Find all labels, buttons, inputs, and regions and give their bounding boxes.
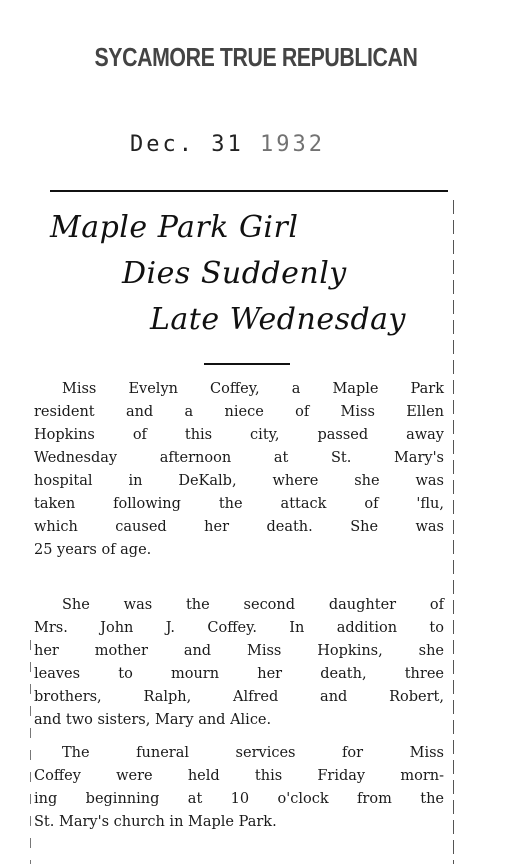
paragraph-line: resident and a niece of Miss Ellen <box>34 404 444 420</box>
paragraph-line: Hopkins of this city, passed away <box>34 427 444 443</box>
paragraph-1 <box>34 378 444 562</box>
headline-line-1: Maple Park Girl <box>50 210 299 245</box>
newspaper-clipping <box>30 190 454 864</box>
paragraph-3 <box>34 742 444 834</box>
paragraph-line: She was the second daughter of <box>62 597 444 613</box>
paragraph-line: Wednesday afternoon at St. Mary's <box>34 450 444 466</box>
paragraph-line: and two sisters, Mary and Alice. <box>34 712 272 728</box>
paragraph-2 <box>34 594 444 732</box>
paragraph-line: which caused her death. She was <box>34 519 444 535</box>
paragraph-line: Mrs. John J. Coffey. In addition to <box>34 620 444 636</box>
paragraph-line: Miss Evelyn Coffey, a Maple Park <box>62 381 444 397</box>
paragraph-line: her mother and Miss Hopkins, she <box>34 643 444 659</box>
newspaper-masthead-stamp: SYCAMORE TRUE REPUBLICAN <box>94 42 418 72</box>
top-rule <box>50 190 448 192</box>
headline-line-2: Dies Suddenly <box>122 256 347 291</box>
clipping-date <box>130 132 325 157</box>
paragraph-line: brothers, Ralph, Alfred and Robert, <box>34 689 444 705</box>
paragraph-line: ing beginning at 10 o'clock from the <box>34 791 444 807</box>
paragraph-line: St. Mary's church in Maple Park. <box>34 814 277 830</box>
date-year: 1932 <box>259 132 325 157</box>
date-text: Dec. 31 <box>130 132 244 157</box>
paragraph-line: 25 years of age. <box>34 542 152 558</box>
headline-divider <box>204 363 290 365</box>
paragraph-line: leaves to mourn her death, three <box>34 666 444 682</box>
paragraph-line: The funeral services for Miss <box>62 745 444 761</box>
paragraph-line: hospital in DeKalb, where she was <box>34 473 444 489</box>
paragraph-line: Coffey were held this Friday morn- <box>34 768 444 784</box>
clipping-left-edge <box>30 640 31 864</box>
clipping-right-edge <box>453 200 454 864</box>
headline-line-3: Late Wednesday <box>150 302 407 337</box>
paragraph-line: taken following the attack of 'flu, <box>34 496 444 512</box>
